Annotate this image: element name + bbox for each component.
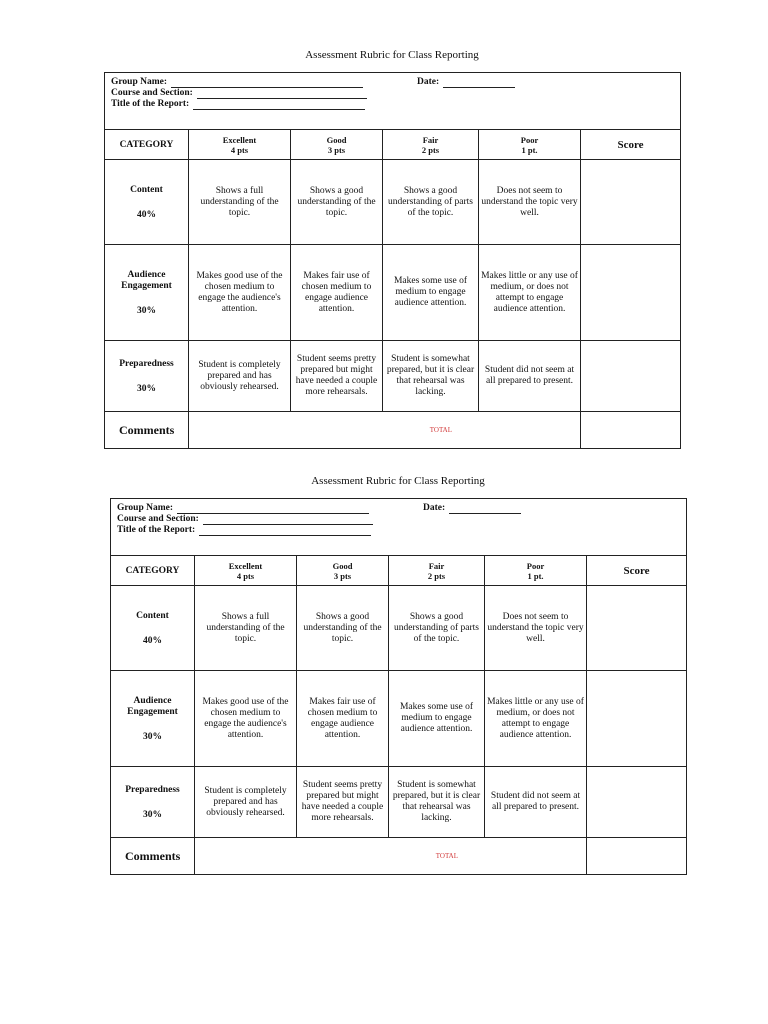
category-weight: 30% bbox=[143, 731, 162, 742]
report-title-line bbox=[111, 99, 674, 110]
header-fields-row bbox=[111, 499, 687, 556]
date-line bbox=[417, 77, 515, 88]
level-pts: 1 pt. bbox=[527, 570, 544, 581]
descriptor-cell: Makes some use of medium to engage audience attention. bbox=[383, 245, 479, 341]
score-cell[interactable] bbox=[581, 160, 681, 245]
level-name: Fair bbox=[428, 560, 445, 571]
rubric-table bbox=[110, 498, 687, 875]
level-name: Excellent bbox=[222, 134, 257, 145]
level-pts: 3 pts bbox=[333, 570, 352, 581]
score-cell[interactable] bbox=[581, 341, 681, 412]
level-pts: 4 pts bbox=[230, 144, 249, 155]
total-label: TOTAL bbox=[189, 412, 581, 449]
course-section-field[interactable] bbox=[203, 515, 373, 525]
rubric-row-audience-engagement bbox=[105, 245, 681, 341]
category-name: Content bbox=[136, 610, 169, 621]
document-title: Assessment Rubric for Class Reporting bbox=[305, 49, 479, 61]
descriptor-cell: Shows a good understanding of parts of the topic. bbox=[383, 160, 479, 245]
descriptor-cell: Student seems pretty prepared but might have needed a couple more rehearsals. bbox=[297, 767, 389, 838]
descriptor-cell: Makes little or any use of medium, or does not attempt to engage audience attention. bbox=[485, 671, 587, 767]
date-line bbox=[423, 503, 521, 514]
category-weight: 30% bbox=[137, 305, 156, 316]
rubric-1 bbox=[104, 48, 680, 449]
descriptor-cell: Makes fair use of chosen medium to engage audience attention. bbox=[297, 671, 389, 767]
descriptor-cell: Makes some use of medium to engage audience attention. bbox=[389, 671, 485, 767]
level-header-fair bbox=[383, 130, 479, 160]
level-pts: 4 pts bbox=[236, 570, 255, 581]
category-cell bbox=[111, 671, 195, 767]
score-cell[interactable] bbox=[587, 767, 687, 838]
level-header-excellent bbox=[189, 130, 291, 160]
category-name: Preparedness bbox=[125, 784, 180, 795]
level-name: Poor bbox=[526, 560, 545, 571]
score-header: Score bbox=[581, 130, 681, 160]
descriptor-cell: Makes little or any use of medium, or does not attempt to engage audience attention. bbox=[479, 245, 581, 341]
course-section-line bbox=[111, 88, 674, 99]
descriptor-cell: Does not seem to understand the topic very well. bbox=[485, 586, 587, 671]
category-weight: 30% bbox=[137, 383, 156, 394]
rubric-row-audience-engagement bbox=[111, 671, 687, 767]
column-header-row bbox=[105, 130, 681, 160]
descriptor-cell: Student is somewhat prepared, but it is clear that rehearsal was lacking. bbox=[389, 767, 485, 838]
level-header-good bbox=[291, 130, 383, 160]
descriptor-cell: Shows a good understanding of the topic. bbox=[297, 586, 389, 671]
rubric-row-content bbox=[111, 586, 687, 671]
comments-label: Comments bbox=[111, 838, 195, 875]
level-name: Good bbox=[332, 560, 353, 571]
column-header-row bbox=[111, 556, 687, 586]
course-section-field[interactable] bbox=[197, 89, 367, 99]
descriptor-cell: Makes good use of the chosen medium to engage the audience's attention. bbox=[189, 245, 291, 341]
level-name: Excellent bbox=[228, 560, 263, 571]
header-fields-row bbox=[105, 73, 681, 130]
descriptor-cell: Student is completely prepared and has obviously rehearsed. bbox=[189, 341, 291, 412]
level-header-poor bbox=[479, 130, 581, 160]
category-name: Preparedness bbox=[119, 358, 174, 369]
category-weight: 30% bbox=[143, 809, 162, 820]
document-title: Assessment Rubric for Class Reporting bbox=[311, 475, 485, 487]
category-cell bbox=[105, 160, 189, 245]
category-weight: 40% bbox=[137, 209, 156, 220]
course-section-label: Course and Section: bbox=[111, 88, 193, 98]
category-weight: 40% bbox=[143, 635, 162, 646]
category-cell bbox=[105, 245, 189, 341]
header-fields bbox=[105, 73, 681, 130]
descriptor-cell: Student did not seem at all prepared to present. bbox=[485, 767, 587, 838]
descriptor-cell: Makes good use of the chosen medium to engage the audience's attention. bbox=[195, 671, 297, 767]
category-cell bbox=[111, 586, 195, 671]
category-name: Audience Engagement bbox=[121, 269, 172, 291]
total-score-cell[interactable] bbox=[587, 838, 687, 875]
level-pts: 1 pt. bbox=[521, 144, 538, 155]
descriptor-cell: Shows a good understanding of parts of the topic. bbox=[389, 586, 485, 671]
comments-row bbox=[111, 838, 687, 875]
group-name-field[interactable] bbox=[171, 78, 363, 88]
rubric-row-preparedness bbox=[111, 767, 687, 838]
group-name-label: Group Name: bbox=[117, 503, 174, 513]
rubric-2 bbox=[110, 474, 686, 875]
report-title-label: Title of the Report: bbox=[111, 99, 190, 109]
report-title-field[interactable] bbox=[199, 526, 371, 536]
level-header-excellent bbox=[195, 556, 297, 586]
descriptor-cell: Student did not seem at all prepared to present. bbox=[479, 341, 581, 412]
category-name: Content bbox=[130, 184, 163, 195]
descriptor-cell: Makes fair use of chosen medium to engage audience attention. bbox=[291, 245, 383, 341]
rubric-row-content bbox=[105, 160, 681, 245]
group-name-line bbox=[117, 503, 680, 514]
descriptor-cell: Shows a full understanding of the topic. bbox=[189, 160, 291, 245]
level-pts: 2 pts bbox=[421, 144, 440, 155]
descriptor-cell: Shows a full understanding of the topic. bbox=[195, 586, 297, 671]
level-name: Poor bbox=[520, 134, 539, 145]
rubric-table bbox=[104, 72, 681, 449]
category-cell bbox=[111, 767, 195, 838]
total-score-cell[interactable] bbox=[581, 412, 681, 449]
category-cell bbox=[105, 341, 189, 412]
report-title-field[interactable] bbox=[193, 100, 365, 110]
level-header-poor bbox=[485, 556, 587, 586]
course-section-line bbox=[117, 514, 680, 525]
total-label: TOTAL bbox=[195, 838, 587, 875]
descriptor-cell: Student is completely prepared and has obviously rehearsed. bbox=[195, 767, 297, 838]
level-header-good bbox=[297, 556, 389, 586]
date-label: Date: bbox=[417, 77, 440, 87]
score-cell[interactable] bbox=[587, 671, 687, 767]
score-cell[interactable] bbox=[587, 586, 687, 671]
descriptor-cell: Shows a good understanding of the topic. bbox=[291, 160, 383, 245]
date-field[interactable] bbox=[443, 78, 515, 88]
level-pts: 2 pts bbox=[427, 570, 446, 581]
level-pts: 3 pts bbox=[327, 144, 346, 155]
date-field[interactable] bbox=[449, 504, 521, 514]
group-name-field[interactable] bbox=[177, 504, 369, 514]
descriptor-cell: Student is somewhat prepared, but it is clear that rehearsal was lacking. bbox=[383, 341, 479, 412]
descriptor-cell: Student seems pretty prepared but might have needed a couple more rehearsals. bbox=[291, 341, 383, 412]
group-name-line bbox=[111, 77, 674, 88]
rubric-row-preparedness bbox=[105, 341, 681, 412]
descriptor-cell: Does not seem to understand the topic very well. bbox=[479, 160, 581, 245]
report-title-line bbox=[117, 525, 680, 536]
group-name-label: Group Name: bbox=[111, 77, 168, 87]
category-name: Audience Engagement bbox=[127, 695, 178, 717]
report-title-label: Title of the Report: bbox=[117, 525, 196, 535]
category-header: CATEGORY bbox=[105, 130, 189, 160]
header-fields bbox=[111, 499, 687, 556]
score-cell[interactable] bbox=[581, 245, 681, 341]
level-name: Good bbox=[326, 134, 347, 145]
date-label: Date: bbox=[423, 503, 446, 513]
level-name: Fair bbox=[422, 134, 439, 145]
category-header: CATEGORY bbox=[111, 556, 195, 586]
course-section-label: Course and Section: bbox=[117, 514, 199, 524]
comments-label: Comments bbox=[105, 412, 189, 449]
score-header: Score bbox=[587, 556, 687, 586]
level-header-fair bbox=[389, 556, 485, 586]
comments-row bbox=[105, 412, 681, 449]
